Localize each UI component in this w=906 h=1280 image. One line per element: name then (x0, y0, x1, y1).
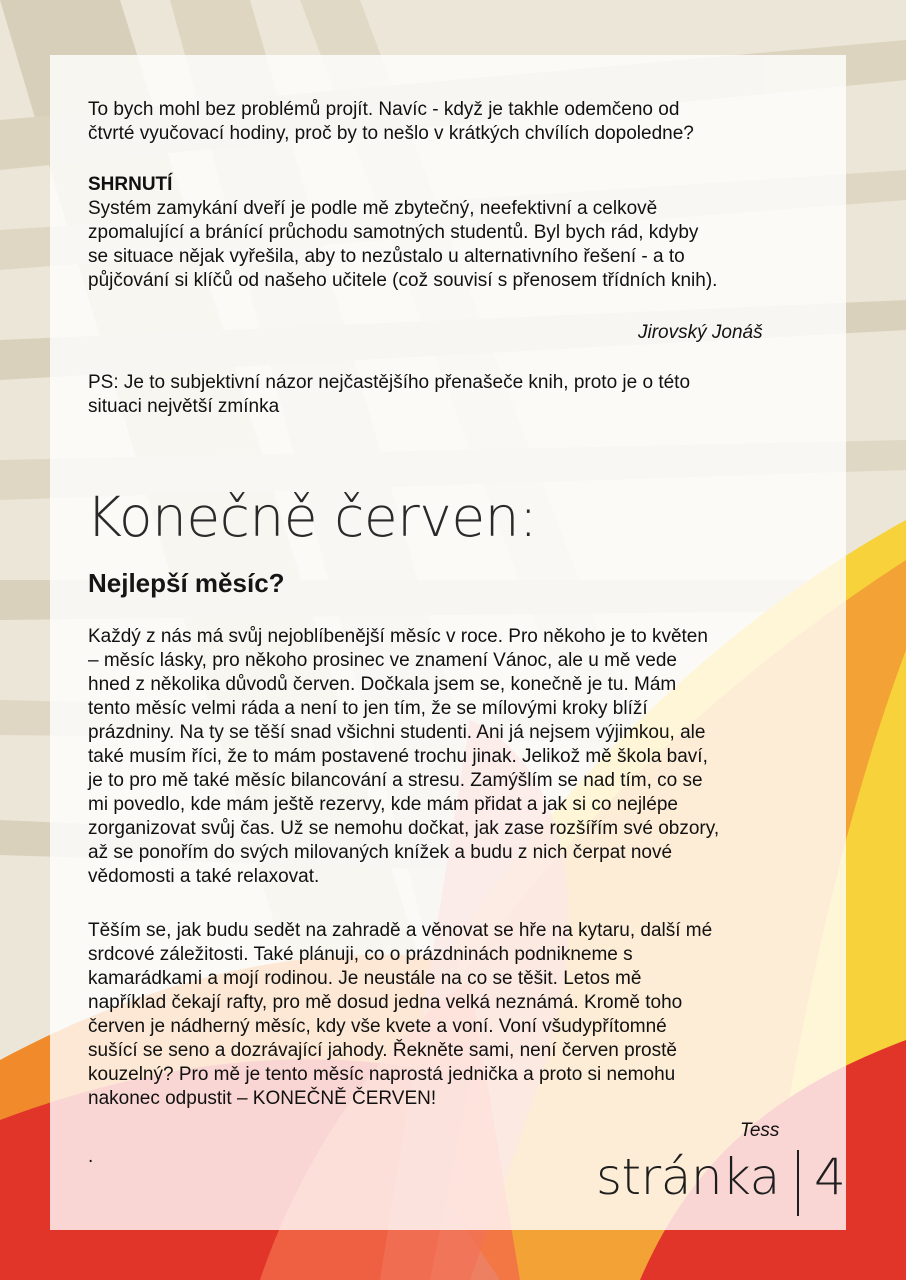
text-line: kamarádkami a mojí rodinou. Je neustále na co se těšit. Letos mě (88, 968, 642, 989)
text-line: To bych mohl bez problémů projít. Navíc - když je takhle odemčeno od (88, 99, 680, 120)
article1-author: Jirovský Jonáš (638, 322, 763, 343)
text-line: – měsíc lásky, pro někoho prosinec ve znamení Vánoc, ale u mě vede (88, 650, 677, 671)
text-line: půjčování si klíčů od našeho učitele (což souvisí s přenosem třídních knih). (88, 270, 718, 291)
text-line: hned z několika důvodů červen. Dočkala jsem se, konečně je tu. Mám (88, 674, 677, 695)
text-line: je to pro mě také měsíc bilancování a stresu. Zamýšlím se nad tím, co se (88, 770, 703, 791)
text-line: Systém zamykání dveří je podle mě zbytečný, neefektivní a celkově (88, 198, 658, 219)
text-line: vědomosti a také relaxovat. (88, 866, 320, 887)
article2-paragraph-1 (88, 625, 826, 889)
text-line: tento měsíc velmi ráda a není to jen tím, že se mílovými kroky blíží (88, 698, 648, 719)
text-line: srdcové záležitosti. Také plánuji, co o prázdninách podnikneme s (88, 944, 633, 965)
summary-paragraph (88, 197, 826, 293)
text-line: Těším se, jak budu sedět na zahradě a věnovat se hře na kytaru, další mé (88, 920, 713, 941)
summary-heading: SHRNUTÍ (88, 174, 173, 195)
text-line: PS: Je to subjektivní názor nejčastějšího přenašeče knih, proto je o této (88, 372, 691, 393)
text-line: nakonec odpustit – KONEČNĚ ČERVEN! (88, 1088, 437, 1109)
text-line: například čekají rafty, pro mě dosud jedna velká neznámá. Kromě toho (88, 992, 683, 1013)
text-line: červen je nádherný měsíc, kdy vše kvete a voní. Voní všudypřítomné (88, 1016, 667, 1037)
page-divider (797, 1150, 799, 1216)
article2-author: Tess (740, 1120, 780, 1141)
page-number: 4 (814, 1148, 846, 1206)
text-line: mi povedlo, kde mám ještě rezervy, kde mám přidat a jak si co nejlépe (88, 794, 678, 815)
text-line: čtvrté vyučovací hodiny, proč by to nešlo v krátkých chvílích dopoledne? (88, 123, 694, 144)
text-line: zpomalující a bránící průchodu samotných studentů. Byl bych rád, kdyby (88, 222, 699, 243)
text-line: sušící se seno a dozrávající jahody. Řekněte sami, není červen prostě (88, 1040, 677, 1061)
article2-title: Konečně červen: (86, 485, 538, 549)
text-line: se situace nějak vyřešila, aby to nezůstalo u alternativního řešení - a to (88, 246, 685, 267)
article1-intro (88, 98, 826, 146)
page-label: stránka (596, 1148, 780, 1206)
text-line: kouzelný? Pro mě je tento měsíc naprostá jednička a proto si nemohu (88, 1064, 676, 1085)
text-line: Každý z nás má svůj nejoblíbenější měsíc v roce. Pro někoho je to květen (88, 626, 708, 647)
article2-paragraph-2 (88, 919, 826, 1111)
text-line: také musím říci, že to mám postavené trochu jinak. Jelikož mě škola baví, (88, 746, 708, 767)
article2-subtitle: Nejlepší měsíc? (88, 568, 285, 598)
text-line: prázdniny. Na ty se těší snad všichni studenti. Ani já nejsem výjimkou, ale (88, 722, 706, 743)
stray-dot: . (88, 1146, 94, 1167)
text-line: až se ponořím do svých milovaných knížek a budu z nich čerpat nové (88, 842, 673, 863)
text-line: zorganizovat svůj čas. Už se nemohu dočkat, jak zase rozšířím své obzory, (88, 818, 720, 839)
ps-note (88, 371, 826, 419)
text-line: situaci největší zmínka (88, 396, 280, 417)
